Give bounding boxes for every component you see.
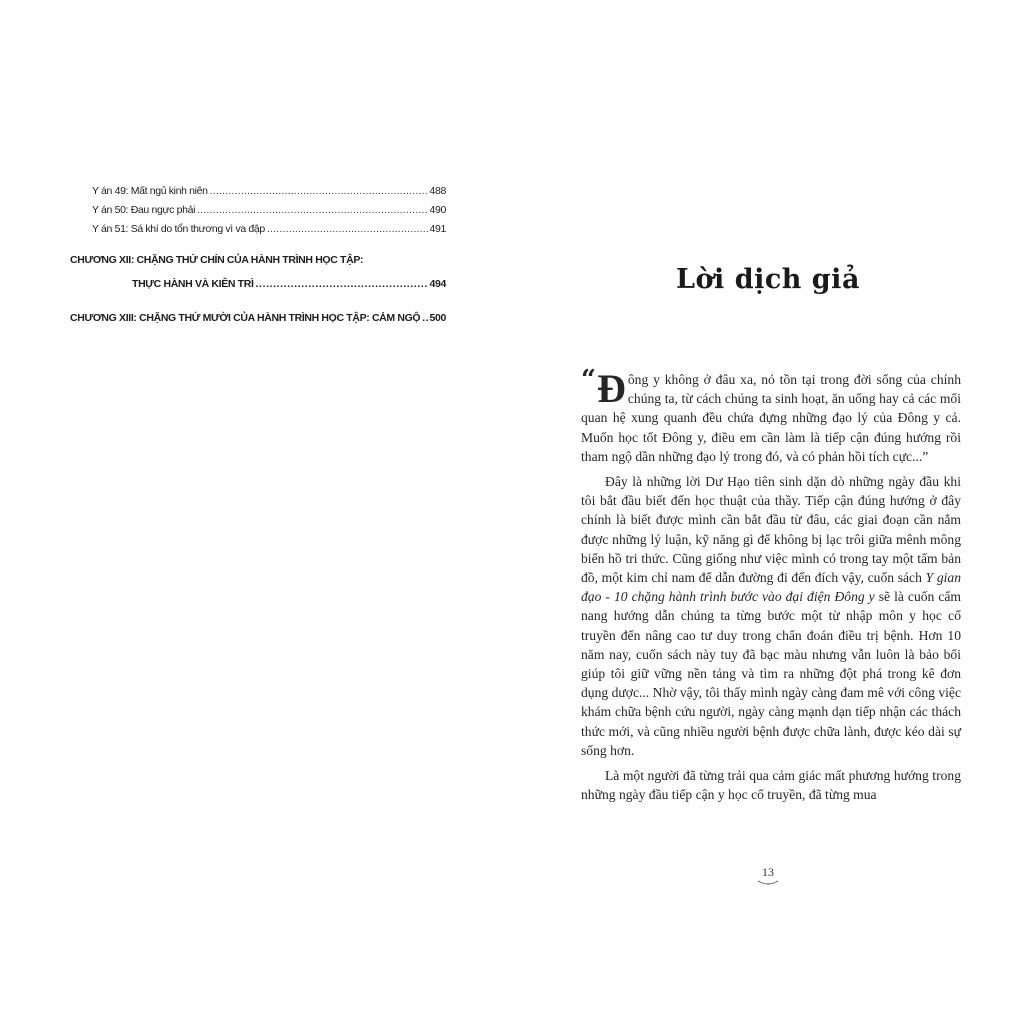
toc-page-number: 494 xyxy=(429,278,446,290)
paragraph-text: Đây là những lời Dư Hạo tiên sinh dặn dò những ngày đầu khi tôi bắt đầu biết đến học thuật của thầy. Tiếp cận đúng hướng ở đây chính là biết được mình cần bắt đầu từ đâu, các giai đoạn cần nắm được những lý luận, kỹ năng gì để không bị lạc trôi giữa mênh mông biển hồ tri thức. Cũng giống như việc mình có trong tay một tấm bản đồ, một kim chỉ nam để dẫn đường đi đến đích vậy, cuốn sách xyxy=(581,474,961,586)
toc-entry-label: Y án 51: Sá khí do tổn thương vì va đập xyxy=(92,223,265,235)
paragraph-text: ông y không ở đâu xa, nó tồn tại trong đời sống của chính chúng ta, từ cách chúng ta sinh hoạt, ăn uống hay cả các mối quan hệ xung quanh đều chứa đựng những đạo lý của Đông y cả. Muốn học tốt Đông y, điều em cần làm là tiếp cận đúng hướng rồi tham ngộ dần những đạo lý trong đó, và có phản hồi tích cực...” xyxy=(581,372,961,464)
paragraph-text: Là một người đã từng trải qua cảm giác mất phương hướng trong những ngày đầu tiếp cận y học cổ truyền, đã từng mua xyxy=(581,768,961,803)
toc-chapter-title: CHƯƠNG XIII: CHẶNG THỨ MƯỜI CỦA HÀNH TRÌNH HỌC TẬP: CẢM NGỘ xyxy=(70,312,421,324)
page-ornament-icon xyxy=(757,880,779,886)
paragraph xyxy=(581,766,961,804)
toc-entry-case-49 xyxy=(70,182,446,201)
toc-page-number: 490 xyxy=(429,204,446,216)
toc-entry-case-51 xyxy=(70,220,446,239)
toc-leader xyxy=(197,201,427,220)
toc-page-number: 488 xyxy=(429,185,446,197)
toc-leader xyxy=(256,275,428,294)
toc-chapter-title: CHƯƠNG XII: CHẶNG THỨ CHÍN CỦA HÀNH TRÌNH HỌC TẬP: xyxy=(70,254,364,266)
book-title: Y gian đạo - 10 chặng hành trình bước vào đại điện Đông y xyxy=(581,570,961,605)
dropcap-letter: Đ xyxy=(596,366,626,411)
body-text xyxy=(581,365,961,804)
toc-leader xyxy=(422,309,427,328)
toc-entry-label: Y án 49: Mất ngủ kinh niên xyxy=(92,185,208,197)
right-page xyxy=(512,0,1024,1024)
toc-chapter-subtitle: THỰC HÀNH VÀ KIÊN TRÌ xyxy=(132,278,254,290)
toc-chapter-12 xyxy=(70,251,446,294)
page-number: 13 xyxy=(762,865,774,879)
toc-leader xyxy=(267,220,428,239)
toc-page-number: 500 xyxy=(429,312,446,324)
toc-chapter-13 xyxy=(70,309,446,328)
paragraph-text: sẽ là cuốn cẩm nang hướng dẫn chúng ta từng bước một từ nhập môn y học cổ truyền đến nâng cao tư duy trong chẩn đoán điều trị bệnh. Hơn 10 năm nay, cuốn sách này tuy đã bạc màu nhưng vẫn luôn là bảo bối giúp tôi giữ vững nền tảng và tìm ra những đột phá trong kê đơn dụng dược... Nhờ vậy, tôi thấy mình ngày càng đam mê với công việc khám chữa bệnh cứu người, ngày càng mạnh dạn tiếp nhận các thách thức mới, và cũng nhiều người bệnh được chữa lành, được kéo dài sự sống hơn. xyxy=(581,589,961,758)
table-of-contents xyxy=(70,182,446,328)
quote-mark-icon: “ xyxy=(581,365,596,395)
toc-page-number: 491 xyxy=(429,223,446,235)
toc-leader xyxy=(210,182,428,201)
toc-entry-case-50 xyxy=(70,201,446,220)
dropcap-group xyxy=(581,365,628,411)
toc-entry-label: Y án 50: Đau ngực phải xyxy=(92,204,196,216)
opening-quote-paragraph xyxy=(581,365,961,466)
paragraph xyxy=(581,472,961,760)
page-title: Lời dịch giả xyxy=(676,264,860,295)
